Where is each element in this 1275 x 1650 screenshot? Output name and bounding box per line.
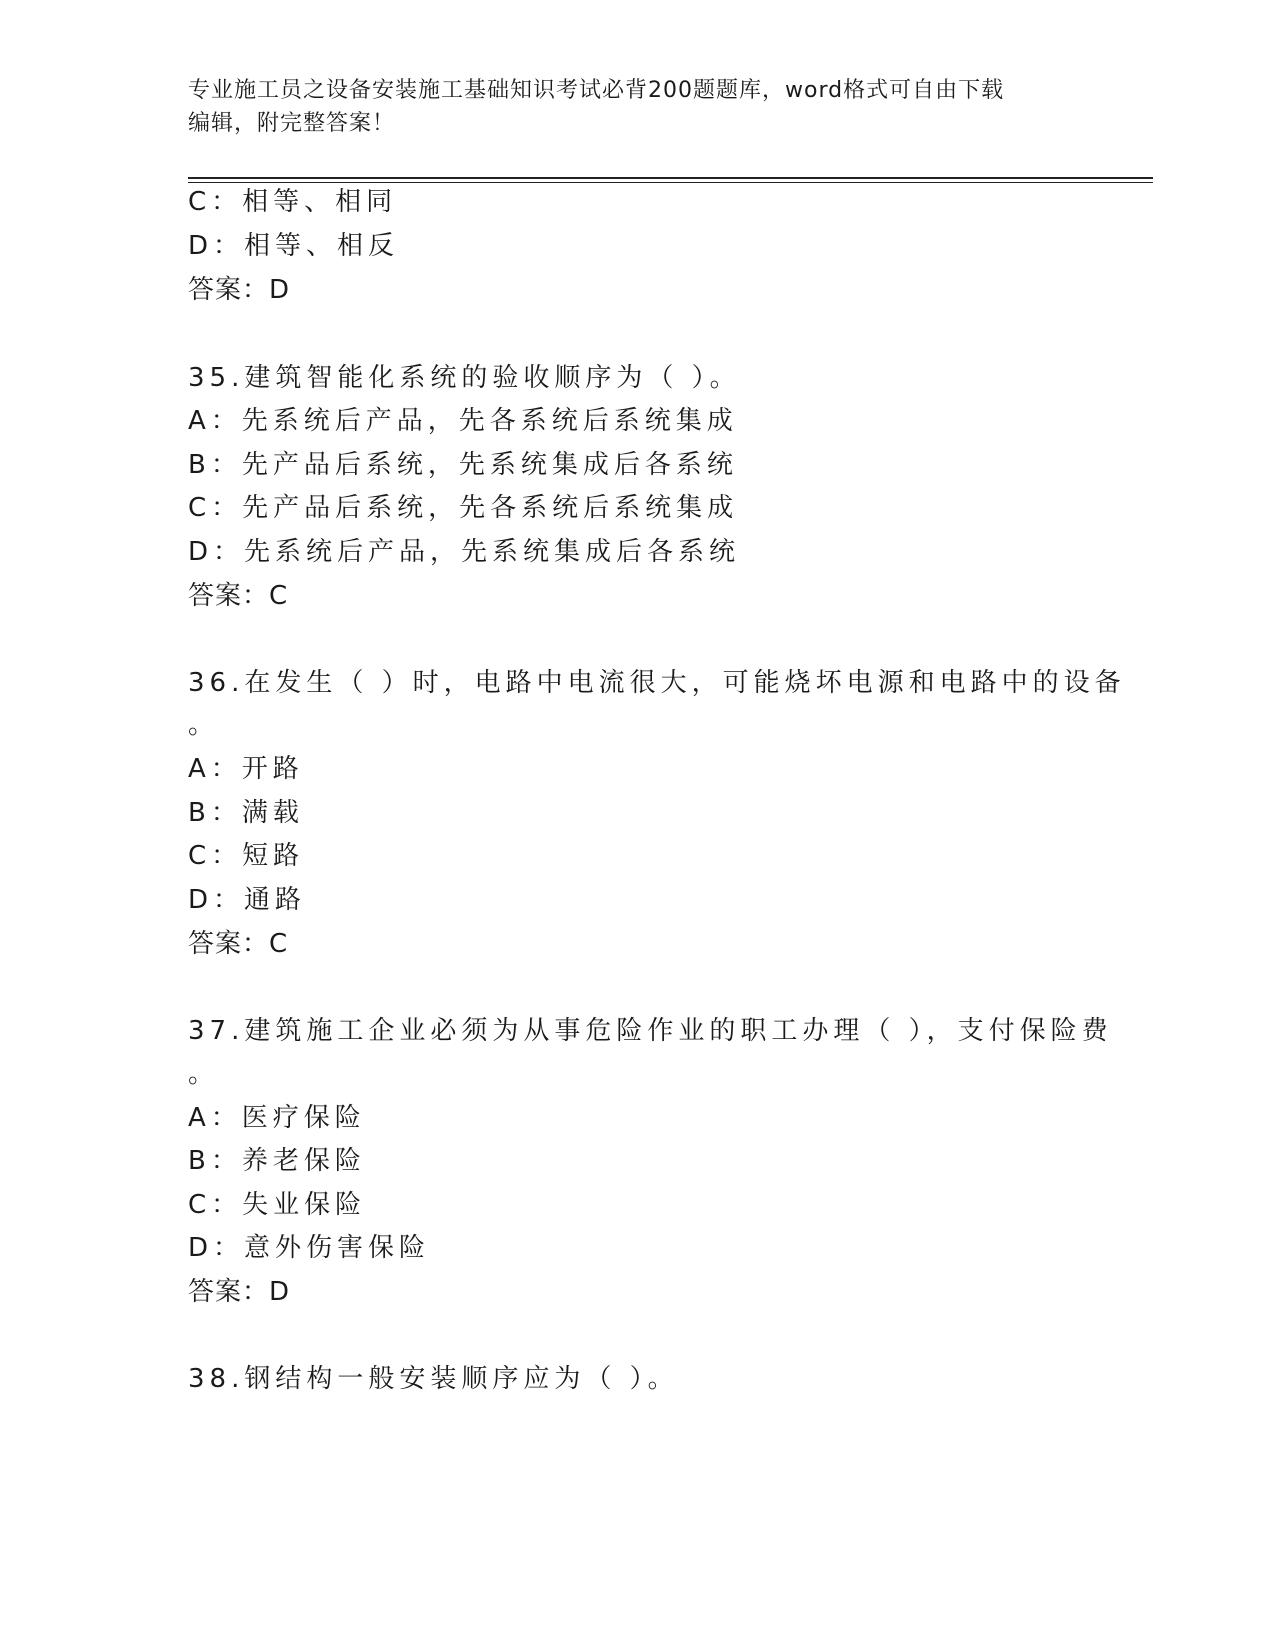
q34-answer: 答案：D <box>188 275 291 305</box>
q36-question-continuation: 。 <box>188 710 220 740</box>
header-title-line-2: 编辑，附完整答案！ <box>188 111 396 136</box>
q38-question: 38.钢结构一般安装顺序应为（ ）。 <box>188 1364 679 1394</box>
q37-option-b: B：养老保险 <box>188 1146 366 1176</box>
q36-option-b: B：满载 <box>188 798 304 828</box>
header-divider-thin <box>188 182 1153 183</box>
q37-answer: 答案：D <box>188 1277 291 1307</box>
q35-question: 35.建筑智能化系统的验收顺序为（ ）。 <box>188 363 741 393</box>
q36-option-d: D：通路 <box>188 885 307 915</box>
q36-question: 36.在发生（ ）时，电路中电流很大，可能烧坏电源和电路中的设备 <box>188 668 1126 698</box>
document-header <box>188 74 1088 140</box>
q37-question-continuation: 。 <box>188 1059 220 1089</box>
q35-option-b: B：先产品后系统，先系统集成后各系统 <box>188 450 738 480</box>
q34-option-c: C：相等、相同 <box>188 187 398 217</box>
q37-option-a: A：医疗保险 <box>188 1103 366 1133</box>
q36-option-c: C：短路 <box>188 841 305 871</box>
header-divider-thick <box>188 177 1153 179</box>
q37-option-c: C：失业保险 <box>188 1190 367 1220</box>
q36-answer: 答案：C <box>188 929 289 959</box>
q37-option-d: D：意外伤害保险 <box>188 1233 431 1263</box>
q35-option-d: D：先系统后产品，先系统集成后各系统 <box>188 537 741 567</box>
q34-option-d: D：相等、相反 <box>188 231 400 261</box>
q35-option-c: C：先产品后系统，先各系统后系统集成 <box>188 493 739 523</box>
q37-question: 37.建筑施工企业必须为从事危险作业的职工办理（ ），支付保险费 <box>188 1016 1113 1046</box>
q35-option-a: A：先系统后产品，先各系统后系统集成 <box>188 406 738 436</box>
q36-option-a: A：开路 <box>188 754 304 784</box>
q35-answer: 答案：C <box>188 581 289 611</box>
header-title-line-1: 专业施工员之设备安装施工基础知识考试必背200题题库，word格式可自由下载 <box>188 78 1005 103</box>
